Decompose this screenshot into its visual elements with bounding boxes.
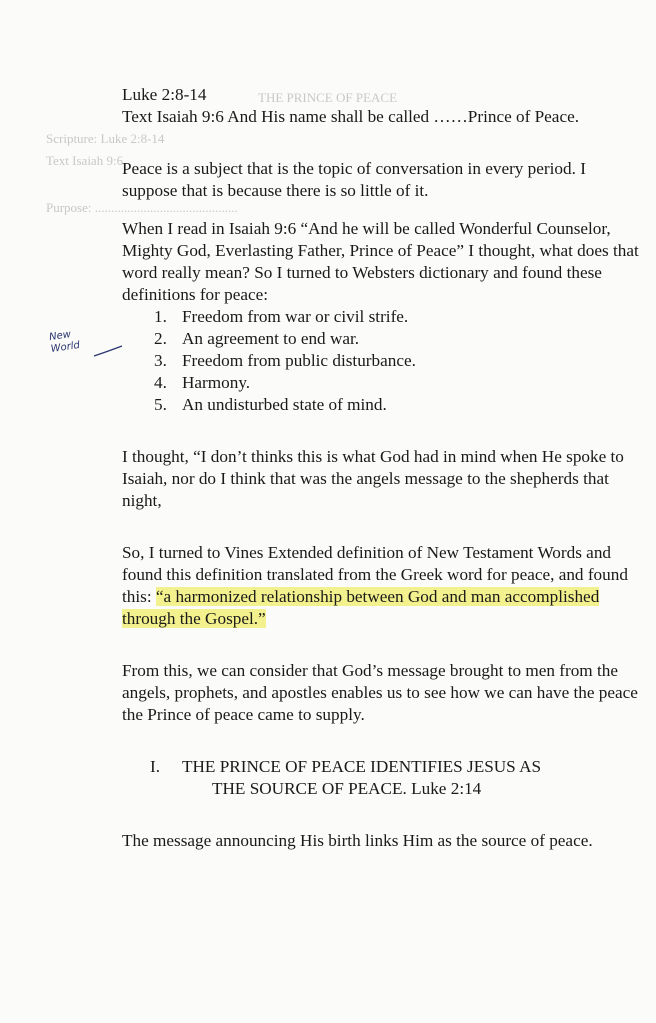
outline-heading-line2: THE SOURCE OF PEACE. Luke 2:14 [212,779,482,798]
list-item: 3. Freedom from public disturbance. [154,351,416,370]
outline-heading-line1: THE PRINCE OF PEACE IDENTIFIES JESUS AS [182,757,542,776]
outline-numeral: I. [150,757,161,776]
annotation-line1: New [48,329,72,344]
list-item: 4. Harmony. [154,373,251,392]
annotation-line2: World [50,339,81,355]
scripture-reference: Luke 2:8-14 [122,85,207,104]
handwritten-arrow-icon [92,340,128,360]
paragraph-reflection: I thought, “I don’t thinks this is what God had in mind when He spoke to Isaiah, nor do I think that was the angels message to the shepherds that night, [122,447,624,510]
paragraph-isaiah: When I read in Isaiah 9:6 “And he will be called Wonderful Counselor, Mighty God, Everlasting Father, Prince of Peace” I thought, what does that word really mean? So I turned to Websters dictionary and found these definitions for peace: [122,219,639,304]
bleed-through-text: Scripture: Luke 2:8-14 [46,131,165,146]
highlighted-definition: “a harmonized relationship between God and man accomplished through the Gospel.” [122,587,600,628]
list-item: 5. An undisturbed state of mind. [154,395,387,414]
list-item: 1. Freedom from war or civil strife. [154,307,409,326]
text-reference: Text Isaiah 9:6 And His name shall be called ……Prince of Peace. [122,107,579,126]
sermon-text [122,84,642,852]
bleed-through-text: Text Isaiah 9:6 [46,153,124,168]
paragraph-vines [122,542,642,630]
definition-list [122,306,642,416]
handwritten-annotation [48,328,80,356]
paragraph-conclusion: From this, we can consider that God’s message brought to men from the angels, prophets, and apostles enables us to see how we can have the peace the Prince of peace came to supply. [122,661,638,724]
paragraph-intro: Peace is a subject that is the topic of conversation in every period. I suppose that is because there is so little of it. [122,159,586,200]
outline-heading [150,756,642,800]
bleed-through-text: Purpose: ............................................ [46,200,238,215]
bleed-through-text: THE PRINCE OF PEACE [258,90,398,105]
vines-lead-text: So, I turned to Vines Extended definition of New Testament Words and found this definition translated from the Greek word for peace, and found this: [122,543,628,606]
outline-body: The message announcing His birth links Him as the source of peace. [122,831,593,850]
list-item: 2. An agreement to end war. [154,329,360,348]
